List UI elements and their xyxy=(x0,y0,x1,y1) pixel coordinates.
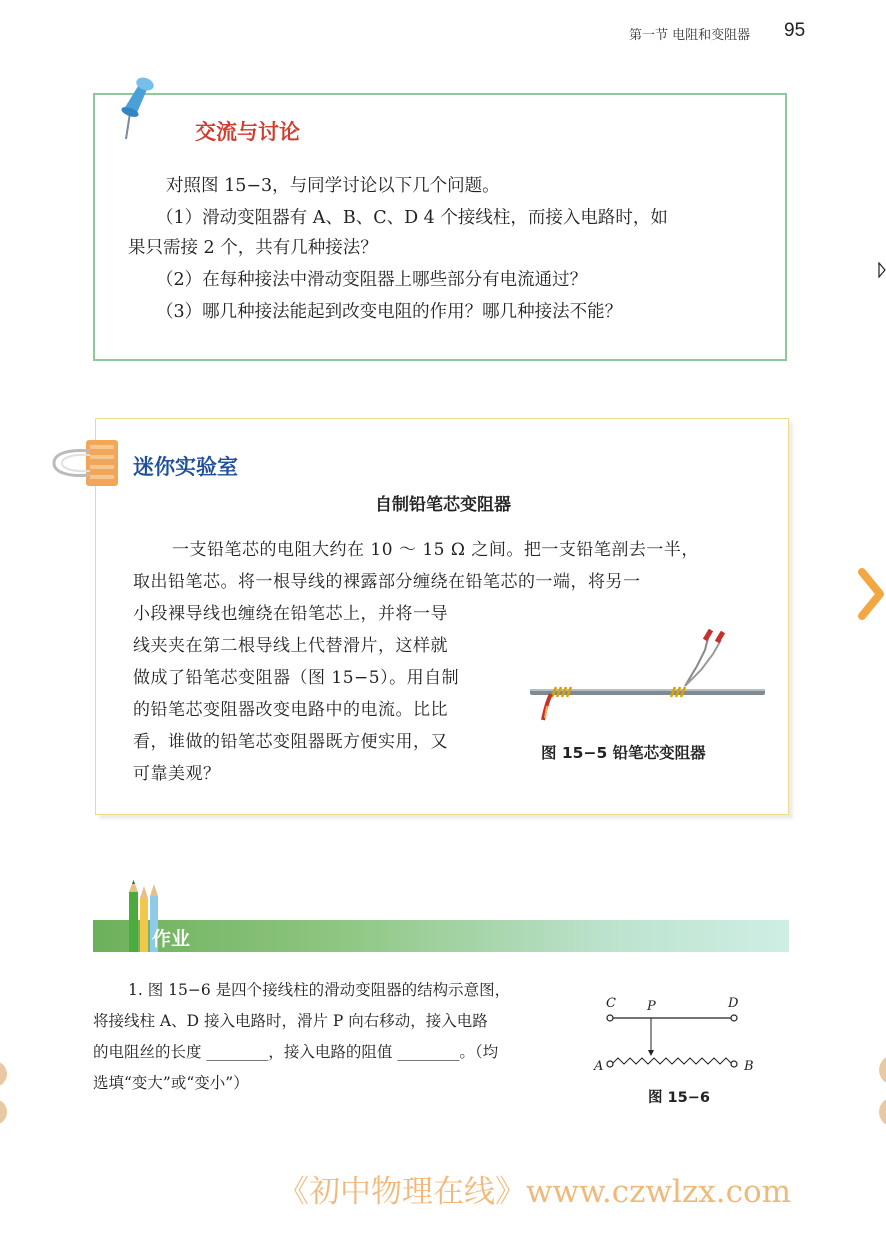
discussion-question-3: （3）哪几种接法能起到改变电阻的作用？哪几种接法不能？ xyxy=(156,302,623,322)
mini-lab-text-line: 线夹夹在第二根导线上代替滑片，这样就 xyxy=(133,636,448,656)
mini-lab-title: 迷你实验室 xyxy=(133,455,238,479)
discussion-title: 交流与讨论 xyxy=(195,119,300,144)
mini-lab-text-line: 的铅笔芯变阻器改变电路中的电流。比比 xyxy=(133,700,448,720)
section-header: 第一节 电阻和变阻器 xyxy=(629,28,751,43)
homework-text-line: 选填“变大”或“变小”） xyxy=(93,1074,249,1092)
terminal-c-label: C xyxy=(606,996,616,1011)
homework-text-line: 1. 图 15−6 是四个接线柱的滑动变阻器的结构示意图， xyxy=(128,981,511,999)
discussion-intro: 对照图 15−3，与同学讨论以下几个问题。 xyxy=(166,176,500,196)
discussion-question-2: （2）在每种接法中滑动变阻器上哪些部分有电流通过？ xyxy=(156,270,588,290)
mini-lab-text-line: 一支铅笔芯的电阻大约在 10 ～ 15 Ω 之间。把一支铅笔剖去一半， xyxy=(172,540,699,560)
left-edge-tab-icon xyxy=(0,1058,8,1130)
homework-bar xyxy=(93,920,789,952)
homework-title: 作业 xyxy=(152,928,191,950)
homework-text-line: 将接线柱 A、D 接入电路时，滑片 P 向右移动，接入电路 xyxy=(93,1012,488,1030)
mini-lab-text-line: 取出铅笔芯。将一根导线的裸露部分缠绕在铅笔芯的一端，将另一 xyxy=(133,572,641,592)
watermark: 《初中物理在线》www.czwlzx.com xyxy=(278,1174,792,1210)
rheostat-schematic-figure xyxy=(590,990,765,1080)
discussion-question-1: （1）滑动变阻器有 A、B、C、D 4 个接线柱，而接入电路时，如 xyxy=(156,208,668,228)
terminal-d-label: D xyxy=(728,996,739,1011)
terminal-b-label: B xyxy=(744,1059,754,1074)
slider-p-label: P xyxy=(647,999,656,1014)
binder-clip-icon xyxy=(50,437,122,491)
page-number: 95 xyxy=(784,20,806,41)
figure-15-5-caption: 图 15−5 铅笔芯变阻器 xyxy=(541,744,706,762)
pushpin-icon xyxy=(118,75,158,143)
homework-text-line: 的电阻丝的长度 ________，接入电路的阻值 ________。（均 xyxy=(93,1043,499,1061)
next-page-arrow-icon[interactable] xyxy=(856,568,886,620)
mini-lab-text-line: 看，谁做的铅笔芯变阻器既方便实用，又 xyxy=(133,732,448,752)
figure-15-6-caption: 图 15−6 xyxy=(648,1090,710,1106)
terminal-a-label: A xyxy=(594,1059,604,1074)
discussion-question-1-cont: 果只需接 2 个，共有几种接法？ xyxy=(128,238,378,258)
pencil-lead-rheostat-figure xyxy=(525,626,770,726)
mini-lab-text-line: 小段裸导线也缠绕在铅笔芯上，并将一导 xyxy=(133,604,448,624)
cursor-icon xyxy=(878,262,886,278)
mini-lab-subtitle: 自制铅笔芯变阻器 xyxy=(375,495,511,515)
right-edge-tab-icon xyxy=(874,1054,886,1134)
mini-lab-text-line: 做成了铅笔芯变阻器（图 15−5）。用自制 xyxy=(133,668,460,688)
mini-lab-text-line: 可靠美观？ xyxy=(133,764,221,784)
